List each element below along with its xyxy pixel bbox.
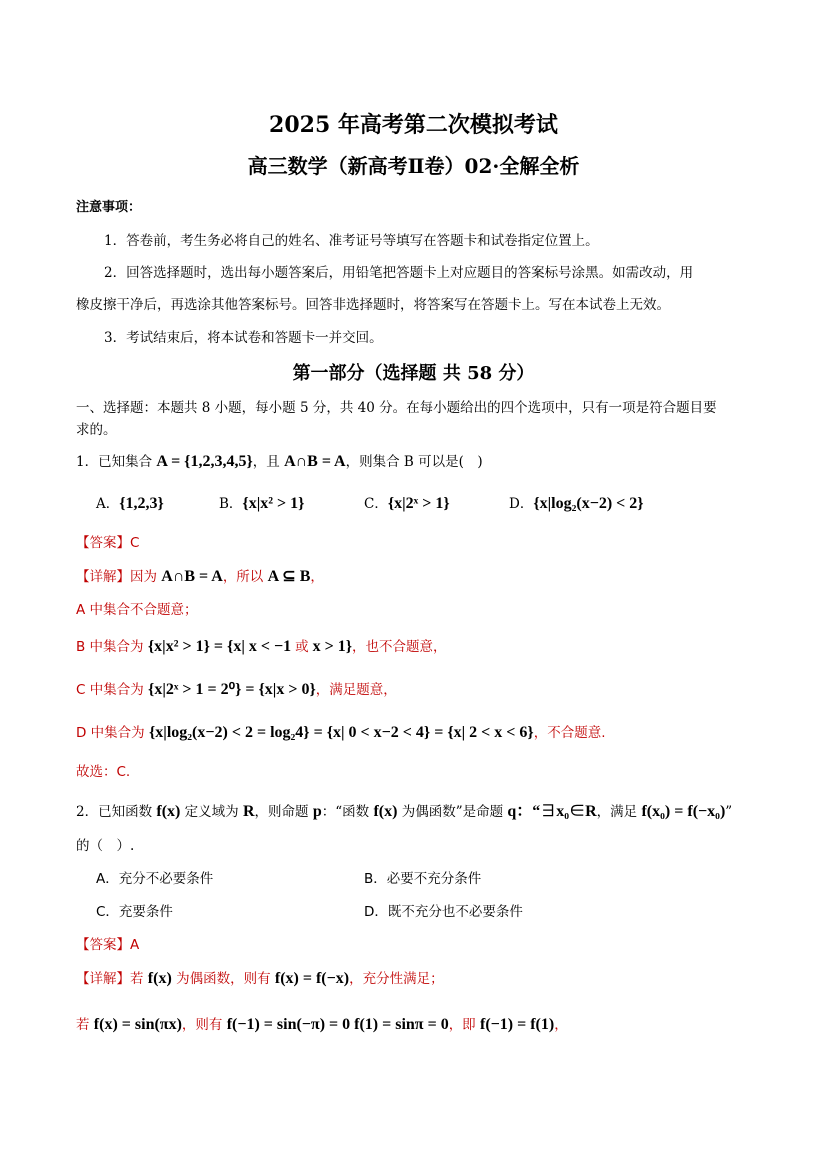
note-item-3: 3．考试结束后，将本试卷和答题卡一并交回。 (104, 330, 383, 346)
question-1-answer: 【答案】C (76, 535, 140, 551)
section-heading: 第一部分（选择题 共 58 分） (292, 363, 535, 384)
question-2-option-c: C．充要条件 (96, 904, 173, 920)
question-2-option-b: B．必要不充分条件 (364, 871, 482, 887)
question-1-stem: 1．已知集合 A = {1,2,3,4,5}，且 A∩B = A，则集合 B 可以是( ) (76, 453, 483, 470)
section-instructions-line-1: 一、选择题：本题共 8 小题，每小题 5 分，共 40 分。在每小题给出的四个选项中，只有一项是符合题目要 (76, 400, 717, 416)
section-instructions-line-2: 求的。 (76, 422, 117, 438)
question-1-conclusion: 故选：C. (76, 764, 131, 780)
exam-subtitle: 高三数学（新高考Ⅱ卷）02·全解全析 (247, 154, 580, 178)
question-2-option-a: A．充分不必要条件 (96, 871, 214, 887)
notes-heading: 注意事项： (76, 200, 142, 215)
note-item-1: 1．答卷前，考生务必将自己的姓名、准考证号等填写在答题卡和试卷指定位置上。 (104, 233, 599, 249)
question-1-option-c: C．{x|2ˣ > 1} (364, 495, 450, 512)
question-2-detail-line-1: 【详解】若 f(x) 为偶函数，则有 f(x) = f(−x)，充分性满足； (76, 970, 444, 987)
question-2-detail-line-2: 若 f(x) = sin(πx)，则有 f(−1) = sin(−π) = 0 f(1) = sinπ = 0，即 f(−1) = f(1)， (76, 1016, 568, 1033)
question-1-detail-intro: 【详解】因为 A∩B = A，所以 A ⊆ B， (76, 568, 324, 585)
question-1-analysis-c: C 中集合为 {x|2ˣ > 1 = 2⁰} = {x|x > 0}，满足题意， (76, 681, 397, 698)
question-1-option-d: D．{x|log₂(x−2) < 2} (509, 495, 644, 512)
question-2-stem-line-1: 2．已知函数 f(x) 定义域为 R，则命题 p：“函数 f(x) 为偶函数”是命题 q：“∃x₀∈R，满足 f(x₀) = f(−x₀)” (76, 803, 733, 820)
note-item-2-line-1: 2．回答选择题时，选出每小题答案后，用铅笔把答题卡上对应题目的答案标号涂黑。如需改动，用 (104, 265, 694, 281)
question-1-option-a: A．{1,2,3} (96, 495, 164, 512)
exam-title: 2025 年高考第二次模拟考试 (269, 112, 558, 138)
note-item-2-line-2: 橡皮擦干净后，再选涂其他答案标号。回答非选择题时，将答案写在答题卡上。写在本试卷上无效。 (76, 297, 670, 313)
question-2-option-d: D．既不充分也不必要条件 (364, 904, 523, 920)
question-1-analysis-b: B 中集合为 {x|x² > 1} = {x| x < −1 或 x > 1}，也不合题意， (76, 638, 447, 655)
question-1-option-b: B．{x|x² > 1} (219, 495, 305, 512)
question-1-analysis-a: A 中集合不合题意； (76, 602, 198, 618)
question-1-analysis-d: D 中集合为 {x|log₂(x−2) < 2 = log₂4} = {x| 0 < x−2 < 4} = {x| 2 < x < 6}，不合题意. (76, 724, 606, 741)
question-2-answer: 【答案】A (76, 937, 140, 953)
question-2-stem-line-2: 的（ ）. (76, 838, 135, 854)
